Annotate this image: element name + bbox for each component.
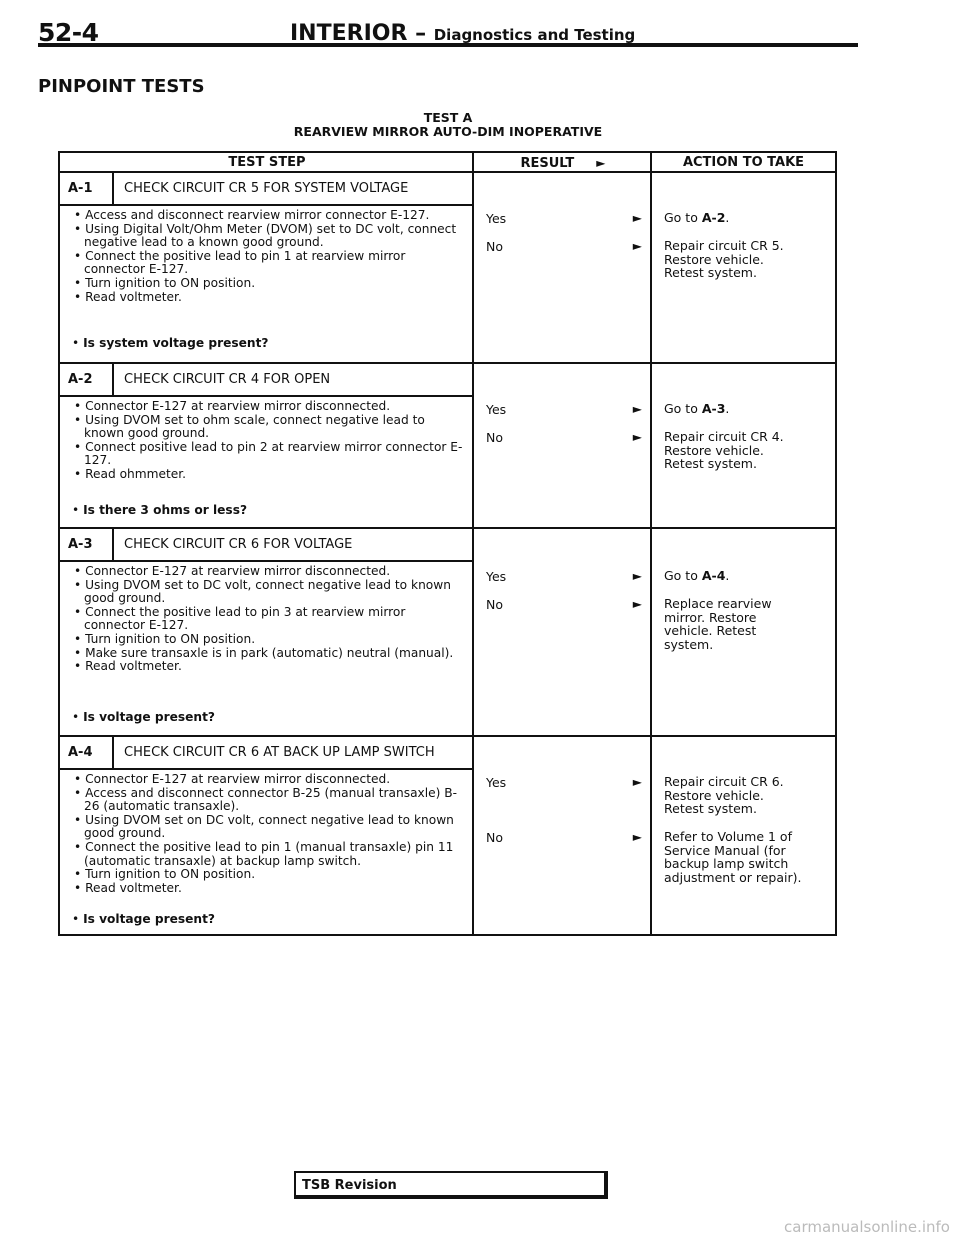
step-id: A-3	[68, 537, 93, 552]
action-step-ref: A-3	[701, 401, 726, 416]
test-id: TEST A	[423, 110, 473, 125]
arrow-right-icon: ►	[632, 830, 642, 844]
test-step-row-a3	[60, 527, 835, 735]
result-yes	[486, 402, 642, 417]
action-no: Repair circuit CR 5. Restore vehicle. Retest system.	[664, 238, 784, 281]
action-yes	[664, 569, 832, 583]
step-name: CHECK CIRCUIT CR 6 AT BACK UP LAMP SWITCH	[124, 745, 435, 760]
action-yes: Repair circuit CR 6. Restore vehicle. Retest system.	[664, 774, 784, 817]
result-label: No	[486, 430, 503, 445]
instruction-item: • Read voltmeter.	[72, 291, 464, 305]
action-text: Go to	[664, 401, 702, 416]
page-header	[38, 14, 858, 48]
arrow-right-icon: ►	[632, 775, 642, 789]
result-label: No	[486, 239, 503, 254]
page-subtitle: Diagnostics and Testing	[433, 26, 636, 44]
page-number: 52-4	[38, 18, 99, 47]
instruction-item: • Using DVOM set on DC volt, connect negative lead to known good ground.	[72, 814, 464, 841]
result-label: Yes	[486, 775, 507, 790]
step-question: • Is there 3 ohms or less?	[72, 503, 247, 517]
instruction-item: • Read ohmmeter.	[72, 468, 464, 482]
action-text: Go to	[664, 210, 702, 225]
step-header	[60, 364, 472, 397]
result-no	[486, 830, 642, 845]
step-id: A-2	[68, 372, 93, 387]
instruction-item: • Turn ignition to ON position.	[72, 277, 464, 291]
action-no: Refer to Volume 1 of Service Manual (for backup lamp switch adjustment or repair).	[664, 829, 802, 885]
instruction-item: • Access and disconnect connector B-25 (manual transaxle) B-26 (automatic transaxle).	[72, 787, 464, 814]
instruction-item: • Access and disconnect rearview mirror connector E-127.	[72, 209, 464, 223]
step-name: CHECK CIRCUIT CR 5 FOR SYSTEM VOLTAGE	[124, 181, 409, 196]
action-no: Replace rearview mirror. Restore vehicle. Retest system.	[664, 596, 772, 652]
test-step-row-a4	[60, 735, 835, 934]
result-label: No	[486, 597, 503, 612]
test-step-row-a1	[60, 173, 835, 362]
step-question: • Is system voltage present?	[72, 336, 268, 350]
step-instructions	[72, 400, 464, 482]
arrow-right-icon: ►	[632, 569, 642, 583]
action-text: .	[725, 210, 730, 225]
header-rule	[38, 43, 858, 47]
step-instructions	[72, 565, 464, 674]
arrow-right-icon: ►	[632, 402, 642, 416]
result-no	[486, 430, 642, 445]
instruction-item: • Connect the positive lead to pin 1 (manual transaxle) pin 11 (automatic transaxle) at backup lamp switch.	[72, 841, 464, 868]
result-label: Yes	[486, 402, 507, 417]
test-name: REARVIEW MIRROR AUTO-DIM INOPERATIVE	[293, 124, 603, 139]
arrow-right-icon: ►	[632, 239, 642, 253]
step-instructions	[72, 773, 464, 895]
instruction-item: • Read voltmeter.	[72, 882, 464, 896]
instruction-item: • Using DVOM set to DC volt, connect negative lead to known good ground.	[72, 579, 464, 606]
action-yes	[664, 402, 832, 416]
step-question: • Is voltage present?	[72, 710, 215, 724]
step-id-divider	[112, 173, 114, 206]
action-text: Go to	[664, 568, 702, 583]
step-header	[60, 173, 472, 206]
result-label: Yes	[486, 211, 507, 226]
step-id: A-4	[68, 745, 93, 760]
result-label: No	[486, 830, 503, 845]
step-question: • Is voltage present?	[72, 912, 215, 926]
action-no: Repair circuit CR 4. Restore vehicle. Retest system.	[664, 429, 784, 472]
tsb-revision-label: TSB Revision	[302, 1178, 397, 1193]
instruction-item: • Turn ignition to ON position.	[72, 633, 464, 647]
step-id-divider	[112, 737, 114, 770]
col-result-label: RESULT	[520, 156, 575, 171]
action-text: .	[725, 568, 730, 583]
arrow-right-icon: ►	[632, 597, 642, 611]
page-title-main: INTERIOR	[290, 21, 408, 46]
result-yes	[486, 775, 642, 790]
arrow-right-icon: ►	[596, 156, 606, 170]
instruction-item: • Connector E-127 at rearview mirror disconnected.	[72, 565, 464, 579]
instruction-item: • Using DVOM set to ohm scale, connect negative lead to known good ground.	[72, 414, 464, 441]
result-label: Yes	[486, 569, 507, 584]
step-instructions	[72, 209, 464, 304]
action-text: .	[725, 401, 730, 416]
test-step-row-a2	[60, 362, 835, 527]
instruction-item: • Using Digital Volt/Ohm Meter (DVOM) set to DC volt, connect negative lead to a known good ground.	[72, 223, 464, 250]
pinpoint-test-table	[58, 151, 837, 936]
instruction-item: • Connect the positive lead to pin 3 at rearview mirror connector E-127.	[72, 606, 464, 633]
arrow-right-icon: ►	[632, 211, 642, 225]
instruction-item: • Connector E-127 at rearview mirror disconnected.	[72, 773, 464, 787]
col-test-step: TEST STEP	[60, 153, 474, 173]
result-yes	[486, 211, 642, 226]
instruction-item: • Connect positive lead to pin 2 at rearview mirror connector E-127.	[72, 441, 464, 468]
step-name: CHECK CIRCUIT CR 4 FOR OPEN	[124, 372, 331, 387]
step-header	[60, 529, 472, 562]
tsb-revision-box	[294, 1171, 608, 1199]
action-step-ref: A-4	[701, 568, 726, 583]
instruction-item: • Connect the positive lead to pin 1 at rearview mirror connector E-127.	[72, 250, 464, 277]
instruction-item: • Connector E-127 at rearview mirror disconnected.	[72, 400, 464, 414]
result-yes	[486, 569, 642, 584]
action-yes	[664, 211, 832, 225]
step-id-divider	[112, 364, 114, 397]
step-header	[60, 737, 472, 770]
watermark: carmanualsonline.info	[784, 1218, 950, 1236]
result-no	[486, 597, 642, 612]
result-no	[486, 239, 642, 254]
col-action-to-take: ACTION TO TAKE	[652, 153, 835, 173]
instruction-item: • Read voltmeter.	[72, 660, 464, 674]
step-name: CHECK CIRCUIT CR 6 FOR VOLTAGE	[124, 537, 353, 552]
section-title: PINPOINT TESTS	[38, 76, 205, 97]
test-heading	[38, 111, 858, 139]
arrow-right-icon: ►	[632, 430, 642, 444]
col-result	[474, 153, 652, 173]
instruction-item: • Turn ignition to ON position.	[72, 868, 464, 882]
title-dash: –	[407, 21, 434, 46]
action-step-ref: A-2	[701, 210, 726, 225]
step-id-divider	[112, 529, 114, 562]
step-id: A-1	[68, 181, 93, 196]
instruction-item: • Make sure transaxle is in park (automatic) neutral (manual).	[72, 647, 464, 661]
